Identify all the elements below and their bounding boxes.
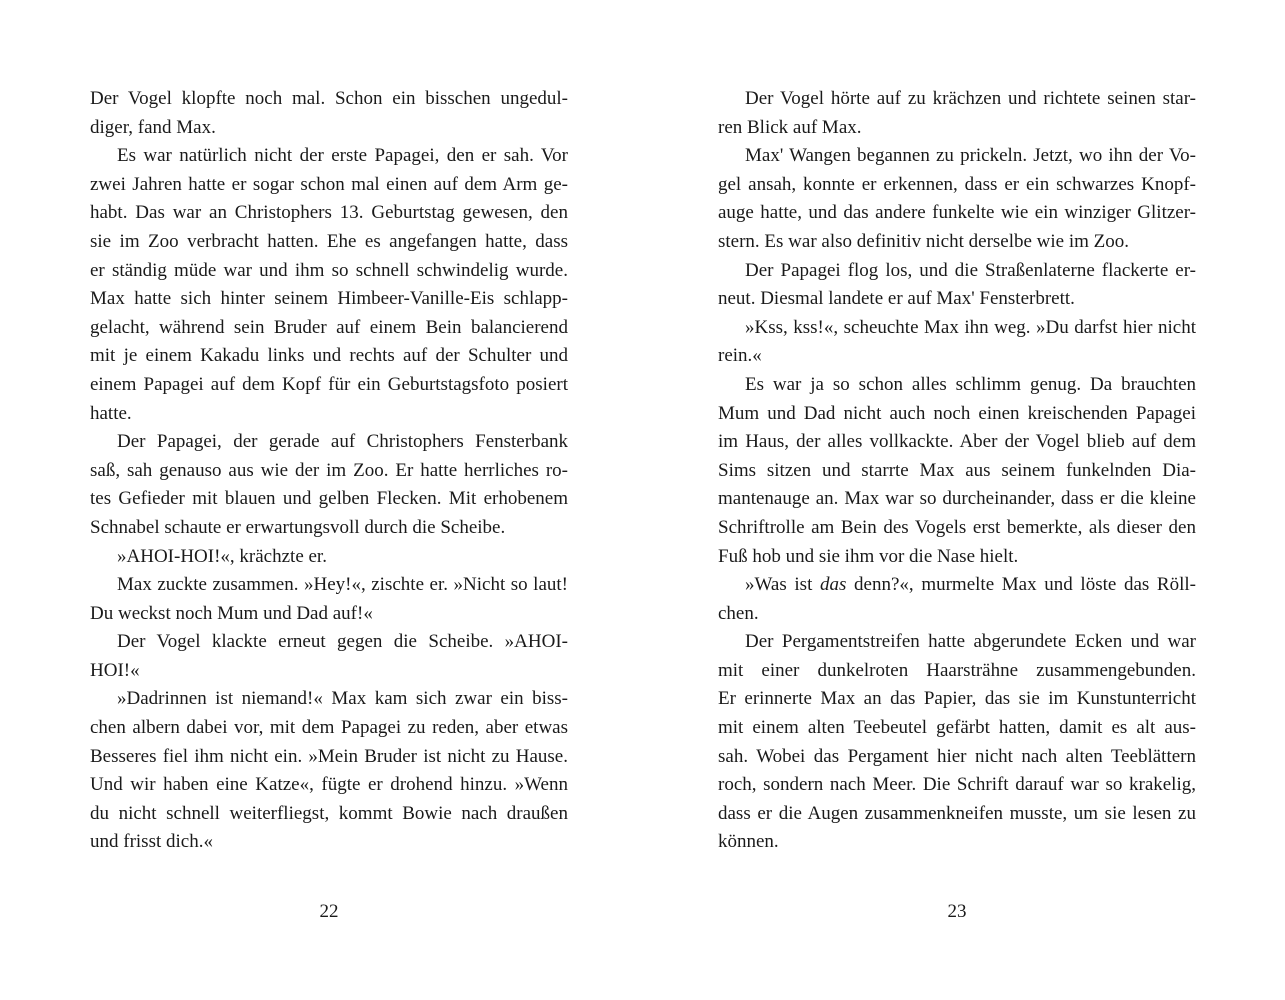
right-page-text [718,85,1196,857]
text-line: Und wir haben eine Katze«, fügte er drohend hinzu. »Wenn [90,774,568,796]
text-segment: »Was ist [745,574,820,596]
text-line: roch, sondern nach Meer. Die Schrift darauf war so krakelig, [718,774,1196,796]
text-line: Mum und Dad nicht auch noch einen kreischenden Papagei [718,402,1196,424]
text-line: »Dadrinnen ist niemand!« Max kam sich zwar ein biss- [117,688,568,710]
text-line: Max' Wangen begannen zu prickeln. Jetzt, wo ihn der Vo- [745,145,1196,167]
text-line: Der Papagei, der gerade auf Christophers Fensterbank [117,431,568,453]
text-line: im Haus, der alles vollkackte. Aber der Vogel blieb auf dem [718,431,1196,453]
text-line: chen albern dabei vor, mit dem Papagei zu reden, aber etwas [90,717,568,739]
text-line: Es war natürlich nicht der erste Papagei, den er sah. Vor [117,145,568,167]
text-line: diger, fand Max. [90,116,216,138]
text-line: saß, sah genauso aus wie der im Zoo. Er hatte herrliches ro- [90,459,568,481]
page-number-left: 22 [319,901,339,922]
text-line: mantenauge an. Max war so durcheinander, dass er die kleine [718,488,1196,510]
page-number-right: 23 [947,901,967,922]
text-line: Er erinnerte Max an das Papier, das sie im Kunstunterricht [718,688,1196,710]
text-line: Du weckst noch Mum und Dad auf!« [90,602,373,624]
text-line: mit einer dunkelroten Haarsträhne zusammengebunden. [718,659,1196,681]
text-line: Sims sitzen und starrte Max aus seinem funkelnden Dia- [718,459,1196,481]
text-line: gel ansah, konnte er erkennen, dass er ein schwarzes Knopf- [718,173,1196,195]
text-line: Der Vogel klopfte noch mal. Schon ein bisschen ungedul- [90,88,568,109]
text-line: Es war ja so schon alles schlimm genug. Da brauchten [745,373,1196,395]
text-line: sie im Zoo verbracht hatten. Ehe es angefangen hatte, dass [90,230,568,252]
text-line: habt. Das war an Christophers 13. Geburtstag gewesen, den [90,202,568,224]
text-line: auge hatte, und das andere funkelte wie ein winziger Glitzer- [718,202,1196,224]
text-segment: denn?«, murmelte Max und löste das Röll- [846,574,1196,596]
text-line: tes Gefieder mit blauen und gelben Flecken. Mit erhobenem [90,488,568,510]
text-line: können. [718,831,779,853]
text-line: und frisst dich.« [90,831,213,853]
text-line: Der Vogel hörte auf zu krächzen und richtete seinen star- [745,88,1196,109]
text-line: gelacht, während sein Bruder auf einem Bein balancierend [90,316,568,338]
text-line: »Kss, kss!«, scheuchte Max ihn weg. »Du darfst hier nicht [745,316,1196,338]
text-line: HOI!« [90,659,140,681]
text-line: mit einem alten Teebeutel gefärbt hatten, damit es alt aus- [718,717,1196,739]
text-line: »AHOI-HOI!«, krächzte er. [117,545,327,567]
left-page-text [90,85,568,857]
text-line: rein.« [718,345,762,367]
text-line: stern. Es war also definitiv nicht derselbe wie im Zoo. [718,230,1130,252]
text-line: Der Pergamentstreifen hatte abgerundete Ecken und war [745,631,1196,653]
text-line: Besseres fiel ihm nicht ein. »Mein Bruder ist nicht zu Hause. [90,745,568,767]
text-line: Der Vogel klackte erneut gegen die Scheibe. »AHOI- [117,631,568,653]
text-line: zwei Jahren hatte er sogar schon mal einen auf dem Arm ge- [90,173,568,195]
text-line: einem Papagei auf dem Kopf für ein Geburtstagsfoto posiert [90,373,568,395]
text-line: dass er die Augen zusammenkneifen musste, um sie lesen zu [718,802,1196,824]
text-line: Schnabel schaute er erwartungsvoll durch die Scheibe. [90,516,506,538]
text-line: neut. Diesmal landete er auf Max' Fensterbrett. [718,288,1075,310]
text-line: Fuß hob und sie ihm vor die Nase hielt. [718,545,1019,567]
text-line: er ständig müde war und ihm so schnell schwindelig wurde. [90,259,568,281]
text-line: hatte. [90,402,132,424]
emphasized-word: das [820,574,847,596]
text-line: du nicht schnell weiterfliegst, kommt Bowie nach draußen [90,802,568,824]
text-line: Max hatte sich hinter seinem Himbeer-Vanille-Eis schlapp- [90,288,568,310]
text-line: Schriftrolle am Bein des Vogels erst bemerkte, als dieser den [718,516,1196,538]
text-line: chen. [718,602,759,624]
text-line [718,571,1196,600]
text-line: Der Papagei flog los, und die Straßenlaterne flackerte er- [745,259,1196,281]
text-line: Max zuckte zusammen. »Hey!«, zischte er. »Nicht so laut! [117,574,568,596]
text-line: mit je einem Kakadu links und rechts auf der Schulter und [90,345,568,367]
text-line: ren Blick auf Max. [718,116,862,138]
text-line: sah. Wobei das Pergament hier nicht nach alten Teeblättern [718,745,1196,767]
